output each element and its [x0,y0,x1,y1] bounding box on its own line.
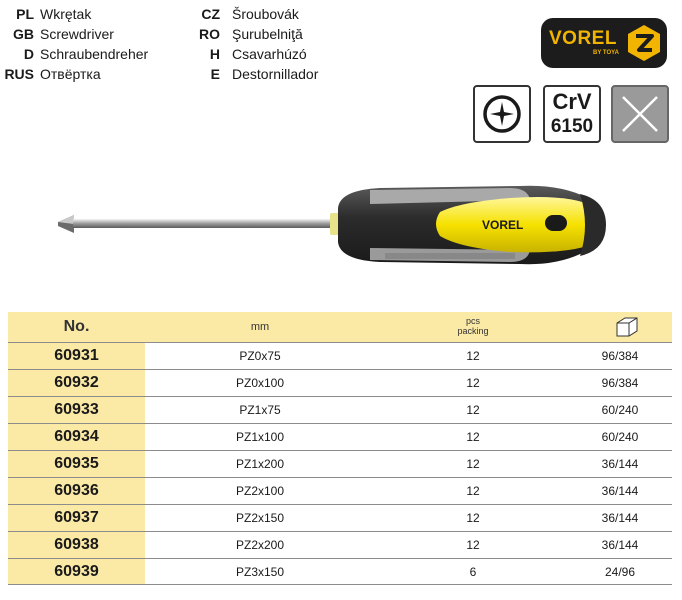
cell-item-no: 60932 [8,370,145,396]
cell-pcs: 12 [466,511,480,525]
cell-carton: 36/144 [601,538,639,552]
lang-code: RUS [4,66,34,82]
lang-word: Schraubendreher [40,46,149,62]
cell-item-no: 60935 [8,451,145,477]
lang-row-rus [0,64,180,84]
cell-item-no: 60934 [8,424,145,450]
cell-item-no: 60937 [8,505,145,531]
non-insulated-badge [611,85,669,143]
screwdriver-image [40,170,620,290]
cell-carton: 60/240 [601,430,639,444]
table-row [8,477,672,504]
lang-row-d [0,44,180,64]
lang-word: Šroubovák [232,6,299,22]
cell-item-no: 60936 [8,478,145,504]
lang-word: Destornillador [232,66,319,82]
cell-carton: 36/144 [601,457,639,471]
cell-size: PZ2x200 [235,538,285,552]
lang-code: CZ [201,6,220,22]
table-row [8,396,672,423]
logo-mark-icon [627,24,661,62]
cell-item-no: 60939 [8,559,145,584]
lang-code: GB [13,26,34,42]
lang-code: RO [199,26,220,42]
header-mm: mm [250,321,270,333]
lang-code: PL [16,6,34,22]
cell-size: PZ0x75 [239,349,281,363]
cell-pcs: 12 [466,484,480,498]
cell-pcs: 12 [466,457,480,471]
cell-carton: 24/96 [604,565,636,579]
logo-sub: BY TOYA [593,50,619,56]
table-header [8,312,672,342]
cell-item-no: 60931 [8,343,145,369]
lang-word: Отвёртка [40,66,101,82]
lang-code: E [210,66,220,82]
phillips-cross-icon [475,87,529,141]
cell-pcs: 12 [466,403,480,417]
crv-label: CrV [552,89,592,114]
table-row [8,504,672,531]
lang-code: D [23,46,34,62]
handle-brand-text: VOREL [482,218,524,232]
lang-word: Screwdriver [40,26,114,42]
cell-size: PZ0x100 [235,376,285,390]
cell-size: PZ1x200 [235,457,285,471]
table-row [8,450,672,477]
lang-row-gb [0,24,180,44]
cell-pcs: 6 [469,565,477,579]
cell-item-no: 60933 [8,397,145,423]
lang-word: Wkrętak [40,6,92,22]
table-row [8,423,672,450]
lang-word: Şurubelniţă [232,26,303,42]
cell-item-no: 60938 [8,532,145,558]
lang-row-ro [186,24,356,44]
phillips-tip-badge [473,85,531,143]
lang-word: Csavarhúzó [232,46,307,62]
product-table [8,312,672,585]
cell-carton: 36/144 [601,484,639,498]
table-row [8,558,672,585]
cell-pcs: 12 [466,538,480,552]
cell-carton: 60/240 [601,403,639,417]
cross-mark-icon [613,87,667,141]
cell-size: PZ3x150 [235,565,285,579]
cell-size: PZ2x100 [235,484,285,498]
cell-carton: 36/144 [601,511,639,525]
cell-pcs: 12 [466,349,480,363]
lang-code: H [209,46,220,62]
cell-pcs: 12 [466,376,480,390]
cell-carton: 96/384 [601,376,639,390]
carton-box-icon [613,315,641,339]
cell-size: PZ1x75 [239,403,281,417]
crv-material-badge [543,85,601,143]
cell-size: PZ2x150 [235,511,285,525]
header-no: No. [63,318,90,335]
vorel-logo [541,18,667,68]
lang-row-cz [186,4,356,24]
table-row [8,342,672,369]
table-row [8,531,672,558]
header-pcs: pcs [465,316,480,326]
cell-size: PZ1x100 [235,430,285,444]
lang-row-e [186,64,356,84]
cell-carton: 96/384 [601,349,639,363]
header-packing-label: packing [457,326,489,336]
table-row [8,369,672,396]
lang-row-h [186,44,356,64]
cell-pcs: 12 [466,430,480,444]
lang-row-pl [0,4,180,24]
logo-brand: VOREL [549,28,617,49]
crv-grade: 6150 [550,116,594,137]
